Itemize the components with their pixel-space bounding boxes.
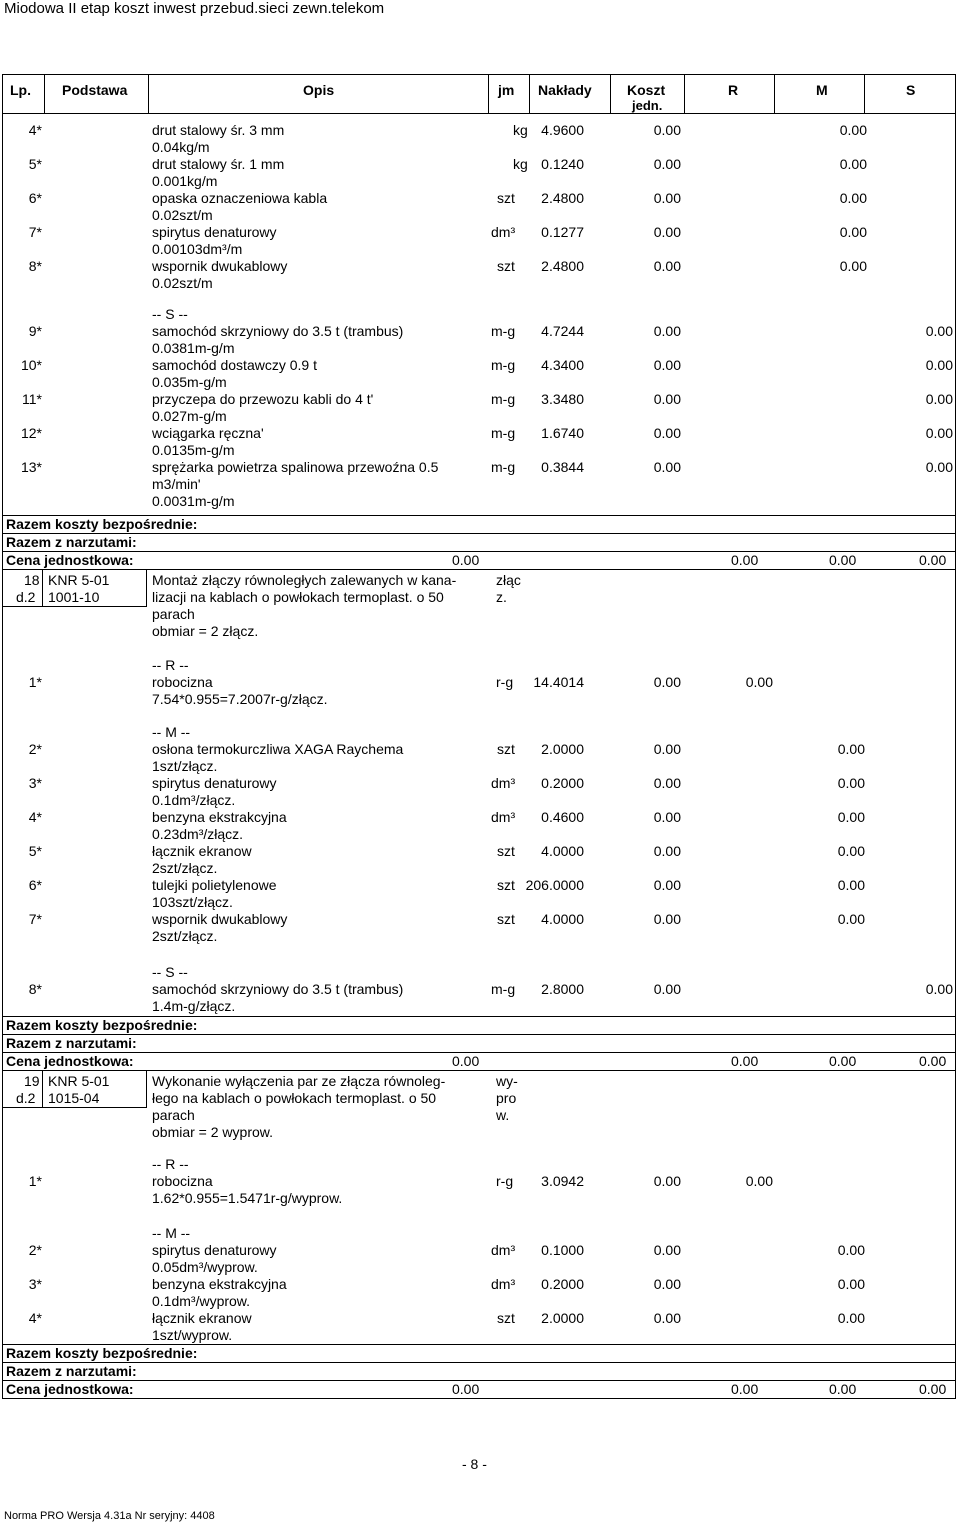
razem-narz-1: Razem z narzutami:: [6, 534, 137, 550]
resource-unit: r-g: [496, 674, 514, 690]
resource-no: 3*: [28, 775, 42, 791]
resource-name: wciągarka ręczna': [152, 425, 264, 441]
pos18-desc: Montaż złączy równoległych zalewanych w kana-: [152, 572, 457, 588]
pos18-desc: parach: [152, 606, 195, 622]
resource-name: osłona termokurczliwa XAGA Raychema: [152, 741, 404, 757]
resource-name: spirytus denaturowy: [152, 1242, 277, 1258]
resource-no: 5*: [28, 156, 42, 172]
resource-unit: dm³: [491, 809, 516, 825]
resource-unit-cost: 0.00: [653, 775, 681, 791]
software-info: Norma PRO Wersja 4.31a Nr seryjny: 4408: [4, 1510, 215, 1522]
resource-name: samochód skrzyniowy do 3.5 t (trambus): [152, 981, 404, 997]
pos19-unit: wy-: [496, 1073, 518, 1089]
resource-unit-cost: 0.00: [653, 1310, 681, 1326]
resource-no: 9*: [28, 323, 42, 339]
resource-value: 0.00: [839, 122, 867, 138]
pos19-basis-code: 1015-04: [48, 1090, 100, 1106]
resource-unit: szt: [497, 190, 515, 206]
resource-value: 0.00: [837, 741, 865, 757]
section-m-heading: -- M --: [152, 1225, 191, 1241]
resource-norm: 1.4m-g/złącz.: [152, 998, 236, 1014]
resource-unit: dm³: [491, 1276, 516, 1292]
resource-norm: 0.1dm³/złącz.: [152, 792, 236, 808]
razem-bezp-2: Razem koszty bezpośrednie:: [6, 1017, 198, 1033]
resource-norm: 103szt/złącz.: [152, 894, 233, 910]
resource-value: 0.00: [837, 911, 865, 927]
resource-value: 0.00: [839, 156, 867, 172]
cena-val: 0.00: [452, 1053, 480, 1069]
resource-quantity: 4.7244: [541, 323, 584, 339]
resource-no: 2*: [28, 1242, 42, 1258]
resource-value: 0.00: [837, 775, 865, 791]
page-number: - 8 -: [462, 1456, 487, 1472]
resource-name: drut stalowy śr. 3 mm: [152, 122, 285, 138]
section-m-heading: -- M --: [152, 724, 191, 740]
resource-no: 2*: [28, 741, 42, 757]
resource-value: 0.00: [837, 809, 865, 825]
resource-unit-cost: 0.00: [653, 741, 681, 757]
resource-quantity: 2.4800: [541, 258, 584, 274]
resource-quantity: 0.1240: [541, 156, 584, 172]
resource-norm: 1szt/wyprow.: [152, 1327, 233, 1343]
resource-unit-cost: 0.00: [653, 357, 681, 373]
resource-norm: 0.1dm³/wyprow.: [152, 1293, 251, 1309]
resource-norm: 2szt/złącz.: [152, 928, 218, 944]
resource-name: spirytus denaturowy: [152, 224, 277, 240]
cena-val: 0.00: [731, 1381, 759, 1397]
resource-unit-cost: 0.00: [653, 391, 681, 407]
resource-no: 8*: [28, 258, 42, 274]
resource-unit: m-g: [491, 391, 516, 407]
resource-unit: szt: [497, 911, 515, 927]
resource-unit-cost: 0.00: [653, 459, 681, 475]
resource-value: 0.00: [925, 459, 953, 475]
resource-unit: szt: [497, 843, 515, 859]
resource-name: benzyna ekstrakcyjna: [152, 809, 287, 825]
resource-norm: 0.05dm³/wyprow.: [152, 1259, 258, 1275]
resource-no: 6*: [28, 877, 42, 893]
resource-name: samochód skrzyniowy do 3.5 t (trambus): [152, 323, 404, 339]
resource-value: 0.00: [925, 425, 953, 441]
resource-unit: m-g: [491, 357, 516, 373]
cena-val: 0.00: [452, 1381, 480, 1397]
resource-unit: kg: [513, 122, 528, 138]
resource-no: 4*: [28, 809, 42, 825]
resource-quantity: 0.3844: [541, 459, 584, 475]
col-podstawa: Podstawa: [62, 82, 128, 98]
resource-unit-cost: 0.00: [653, 674, 681, 690]
col-lp: Lp.: [10, 82, 31, 98]
resource-name: benzyna ekstrakcyjna: [152, 1276, 287, 1292]
razem-narz-3: Razem z narzutami:: [6, 1363, 137, 1379]
pos19-lp2: d.2: [16, 1090, 36, 1106]
resource-quantity: 0.4600: [541, 809, 584, 825]
razem-bezp-1: Razem koszty bezpośrednie:: [6, 516, 198, 532]
resource-value: 0.00: [837, 1242, 865, 1258]
resource-name: drut stalowy śr. 1 mm: [152, 156, 285, 172]
resource-name: opaska oznaczeniowa kabla: [152, 190, 328, 206]
resource-value: 0.00: [837, 1310, 865, 1326]
cena-jedn-3: Cena jednostkowa:: [6, 1381, 134, 1397]
cena-val: 0.00: [829, 552, 857, 568]
resource-norm: 7.54*0.955=7.2007r-g/złącz.: [152, 691, 328, 707]
cena-val: 0.00: [919, 552, 947, 568]
resource-quantity: 0.1277: [541, 224, 584, 240]
resource-norm: 1.62*0.955=1.5471r-g/wyprow.: [152, 1190, 343, 1206]
resource-quantity: 0.1000: [541, 1242, 584, 1258]
resource-quantity: 3.3480: [541, 391, 584, 407]
cena-val: 0.00: [731, 552, 759, 568]
resource-no: 4*: [28, 1310, 42, 1326]
resource-value: 0.00: [839, 258, 867, 274]
resource-value: 0.00: [925, 323, 953, 339]
col-r: R: [728, 82, 739, 98]
resource-norm: 0.04kg/m: [152, 139, 210, 155]
resource-quantity: 2.8000: [541, 981, 584, 997]
resource-norm: 0.02szt/m: [152, 275, 213, 291]
resource-quantity: 3.0942: [541, 1173, 584, 1189]
resource-value: 0.00: [837, 843, 865, 859]
resource-unit-cost: 0.00: [653, 809, 681, 825]
pos18-desc: lizacji na kablach o powłokach termoplast. o 50: [152, 589, 444, 605]
resource-norm: 0.23dm³/złącz.: [152, 826, 244, 842]
resource-unit-cost: 0.00: [653, 156, 681, 172]
pos19-basis: KNR 5-01: [48, 1073, 110, 1089]
resource-norm: 0.0031m-g/m: [152, 493, 235, 509]
resource-norm: 0.0135m-g/m: [152, 442, 235, 458]
resource-norm: 1szt/złącz.: [152, 758, 218, 774]
pos19-desc: parach: [152, 1107, 195, 1123]
pos18-lp2: d.2: [16, 589, 36, 605]
resource-value: 0.00: [925, 391, 953, 407]
resource-unit: szt: [497, 741, 515, 757]
resource-unit: m-g: [491, 323, 516, 339]
resource-name: wspornik dwukablowy: [152, 911, 288, 927]
resource-value: 0.00: [837, 877, 865, 893]
resource-no: 5*: [28, 843, 42, 859]
resource-unit: m-g: [491, 981, 516, 997]
resource-norm: 0.001kg/m: [152, 173, 218, 189]
resource-unit: szt: [497, 1310, 515, 1326]
col-opis: Opis: [303, 82, 335, 98]
pos18-obmiar: obmiar = 2 złącz.: [152, 623, 259, 639]
resource-unit-cost: 0.00: [653, 911, 681, 927]
resource-no: 6*: [28, 190, 42, 206]
resource-no: 7*: [28, 224, 42, 240]
resource-quantity: 4.3400: [541, 357, 584, 373]
col-naklady: Nakłady: [538, 82, 592, 98]
pos19-unit: pro: [496, 1090, 517, 1106]
section-s-heading: -- S --: [152, 964, 188, 980]
resource-name: przyczepa do przewozu kabli do 4 t': [152, 391, 374, 407]
resource-unit: szt: [497, 877, 515, 893]
resource-no: 12*: [20, 425, 42, 441]
resource-quantity: 4.0000: [541, 843, 584, 859]
resource-unit-cost: 0.00: [653, 843, 681, 859]
resource-name: łącznik ekranow: [152, 843, 252, 859]
resource-quantity: 2.4800: [541, 190, 584, 206]
resource-no: 13*: [20, 459, 42, 475]
resource-name: wspornik dwukablowy: [152, 258, 288, 274]
cena-val: 0.00: [452, 552, 480, 568]
resource-norm: 0.0381m-g/m: [152, 340, 235, 356]
resource-no: 4*: [28, 122, 42, 138]
resource-name: łącznik ekranow: [152, 1310, 252, 1326]
section-r-heading: -- R --: [152, 1156, 189, 1172]
col-koszt-unit: jedn.: [632, 98, 663, 113]
pos19-unit: w.: [496, 1107, 510, 1123]
resource-no: 10*: [20, 357, 42, 373]
cena-val: 0.00: [829, 1053, 857, 1069]
resource-unit-cost: 0.00: [653, 1242, 681, 1258]
col-koszt: Koszt: [627, 82, 666, 98]
resource-unit: m-g: [491, 425, 516, 441]
resource-unit-cost: 0.00: [653, 1276, 681, 1292]
resource-no: 1*: [28, 1173, 42, 1189]
table-header: [2, 74, 956, 114]
col-jm: jm: [498, 82, 515, 98]
pos18-unit: z.: [496, 589, 507, 605]
resource-quantity: 0.2000: [541, 775, 584, 791]
resource-value: 0.00: [839, 190, 867, 206]
section-s-heading: -- S --: [152, 306, 188, 322]
resource-no: 11*: [22, 391, 42, 407]
resource-quantity: 2.0000: [541, 741, 584, 757]
resource-unit-cost: 0.00: [653, 190, 681, 206]
pos18-unit: złąc: [496, 572, 521, 588]
razem-bezp-3: Razem koszty bezpośrednie:: [6, 1345, 198, 1361]
resource-unit: szt: [497, 258, 515, 274]
razem-narz-2: Razem z narzutami:: [6, 1035, 137, 1051]
resource-value: 0.00: [925, 357, 953, 373]
pos19-obmiar: obmiar = 2 wyprow.: [152, 1124, 273, 1140]
resource-unit: kg: [513, 156, 528, 172]
pos19-desc: łego na kablach o powłokach termoplast. o 50: [152, 1090, 437, 1106]
resource-quantity: 4.9600: [541, 122, 584, 138]
cena-jedn-1: Cena jednostkowa:: [6, 552, 134, 568]
pos19-lp: 19: [24, 1073, 40, 1089]
cena-val: 0.00: [829, 1381, 857, 1397]
pos18-basis-code: 1001-10: [48, 589, 100, 605]
resource-unit-cost: 0.00: [653, 877, 681, 893]
resource-unit: dm³: [491, 224, 516, 240]
resource-unit-cost: 0.00: [653, 1173, 681, 1189]
cost-table: [2, 74, 956, 1399]
resource-norm: 0.00103dm³/m: [152, 241, 243, 257]
resource-norm: 0.027m-g/m: [152, 408, 227, 424]
resource-norm: 0.035m-g/m: [152, 374, 227, 390]
resource-value: 0.00: [837, 1276, 865, 1292]
cena-val: 0.00: [919, 1381, 947, 1397]
pos19-desc: Wykonanie wyłączenia par ze złącza równoleg-: [152, 1073, 446, 1089]
resource-name-cont: m3/min': [152, 476, 201, 492]
resource-no: 3*: [28, 1276, 42, 1292]
section-r-heading: -- R --: [152, 657, 189, 673]
resource-quantity: 2.0000: [541, 1310, 584, 1326]
pos18-basis: KNR 5-01: [48, 572, 110, 588]
resource-name: spirytus denaturowy: [152, 775, 277, 791]
resource-value: 0.00: [839, 224, 867, 240]
resource-unit: r-g: [496, 1173, 514, 1189]
resource-norm: 0.02szt/m: [152, 207, 213, 223]
cena-val: 0.00: [731, 1053, 759, 1069]
resource-quantity: 0.2000: [541, 1276, 584, 1292]
resource-unit-cost: 0.00: [653, 224, 681, 240]
resource-name: robocizna: [152, 674, 213, 690]
resource-unit-cost: 0.00: [653, 258, 681, 274]
resource-name: samochód dostawczy 0.9 t: [152, 357, 317, 373]
resource-quantity: 4.0000: [541, 911, 584, 927]
col-s: S: [906, 82, 916, 98]
resource-value: 0.00: [745, 1173, 773, 1189]
resource-no: 7*: [28, 911, 42, 927]
resource-unit-cost: 0.00: [653, 981, 681, 997]
pos18-lp: 18: [24, 572, 40, 588]
col-m: M: [816, 82, 828, 98]
resource-name: robocizna: [152, 1173, 213, 1189]
document-title: Miodowa II etap koszt inwest przebud.sieci zewn.telekom: [4, 0, 385, 17]
resource-unit: m-g: [491, 459, 516, 475]
cena-val: 0.00: [919, 1053, 947, 1069]
resource-unit: dm³: [491, 775, 516, 791]
resource-name: sprężarka powietrza spalinowa przewoźna 0.5: [152, 459, 439, 475]
resource-value: 0.00: [925, 981, 953, 997]
resource-unit-cost: 0.00: [653, 425, 681, 441]
cena-jedn-2: Cena jednostkowa:: [6, 1053, 134, 1069]
resource-name: tulejki polietylenowe: [152, 877, 277, 893]
resource-quantity: 206.0000: [525, 877, 584, 893]
resource-unit-cost: 0.00: [653, 323, 681, 339]
resource-unit: dm³: [491, 1242, 516, 1258]
resource-no: 8*: [28, 981, 42, 997]
resource-quantity: 1.6740: [541, 425, 584, 441]
resource-unit-cost: 0.00: [653, 122, 681, 138]
resource-value: 0.00: [745, 674, 773, 690]
resource-no: 1*: [28, 674, 42, 690]
resource-norm: 2szt/złącz.: [152, 860, 218, 876]
resource-quantity: 14.4014: [533, 674, 584, 690]
